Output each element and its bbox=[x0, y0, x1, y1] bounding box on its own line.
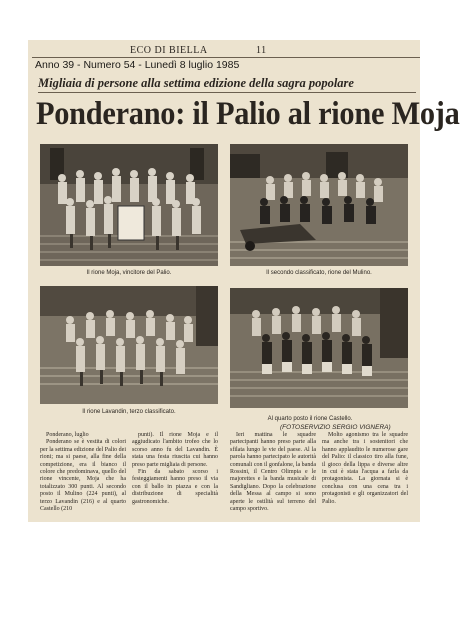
caption-photo1: Il rione Moja, vincitore del Palio. bbox=[86, 270, 172, 276]
caption-photo3: Il rione Lavandin, terzo classificato. bbox=[82, 409, 176, 415]
article-column-1 bbox=[40, 432, 126, 513]
masthead-title: ECO DI BIELLA bbox=[130, 45, 208, 56]
issue-line: Anno 39 - Numero 54 - Lunedì 8 luglio 1985 bbox=[35, 59, 240, 71]
masthead bbox=[130, 45, 267, 56]
photo-rione-mulino bbox=[230, 144, 408, 266]
paragraph: punti). Il rione Moja e il aggiudicato l'ambito trofeo che lo scorso anno fu del Lavandin. È stata una festa riuscita cui hanno preso parte migliaia di persone. bbox=[132, 432, 218, 468]
paragraph: Ponderano se è vestita di colori per la settima edizione del Palio dei rioni; ma si paese, alla fine della competizione, era il bianco il colore che predominava, quello del rione vincente, Moja che ha totalizzato 300 punti. Al secondo posto il Mulino (224 punti), al terzo Lavandin (216) e al quarto Castello (210 bbox=[40, 439, 126, 513]
masthead-divider bbox=[32, 57, 420, 58]
headline: Ponderano: il Palio al rione Moja bbox=[36, 96, 460, 132]
photo-credit: (FOTOSERVIZIO SERGIO VIGNERA) bbox=[280, 424, 391, 431]
paragraph: Molto agonismo tra le squadre ma anche tra i sostenitori che hanno applaudito le numerose gare del Palio: il classico tiro alla fune, il gioco della lippa e diverse altre in cui è stata l'acqua a farla da protagonista. La giornata si è conclusa con una cena tra i protagonisti e gli organizzatori del Palio. bbox=[322, 432, 408, 505]
article-column-3 bbox=[230, 432, 316, 513]
photo-rione-castello bbox=[230, 288, 408, 408]
photo-rione-moja bbox=[40, 144, 218, 266]
paragraph: Ponderano, luglio bbox=[46, 432, 89, 438]
paragraph: Fin da sabato scorso i festeggiamenti hanno preso il via con il ballo in piazza e con la distribuzione di specialità gastronomiche. bbox=[132, 469, 218, 505]
article-column-4 bbox=[322, 432, 408, 506]
subheadline: Migliaia di persone alla settima edizione della sagra popolare bbox=[38, 76, 416, 93]
article-column-2 bbox=[132, 432, 218, 506]
photo-rione-lavandin bbox=[40, 286, 218, 404]
page-number: 11 bbox=[256, 45, 267, 56]
caption-photo4: Al quarto posto il rione Castello. bbox=[267, 416, 353, 422]
caption-photo2: Il secondo classificato, rione del Mulino. bbox=[266, 270, 372, 276]
paragraph: Ieri mattina le squadre partecipanti hanno preso parte alla sfilata lungo le vie del paese. Al la parola hanno partecipato le autorità comunali con il gonfalone, la banda Rossini, il Centro Olimpia e le majorettes e la banda musicale di Sandigliano. Dopo la celebrazione della Messa al campo si sono aperte le ostilità sul terreno del campo sportivo. bbox=[230, 432, 316, 513]
